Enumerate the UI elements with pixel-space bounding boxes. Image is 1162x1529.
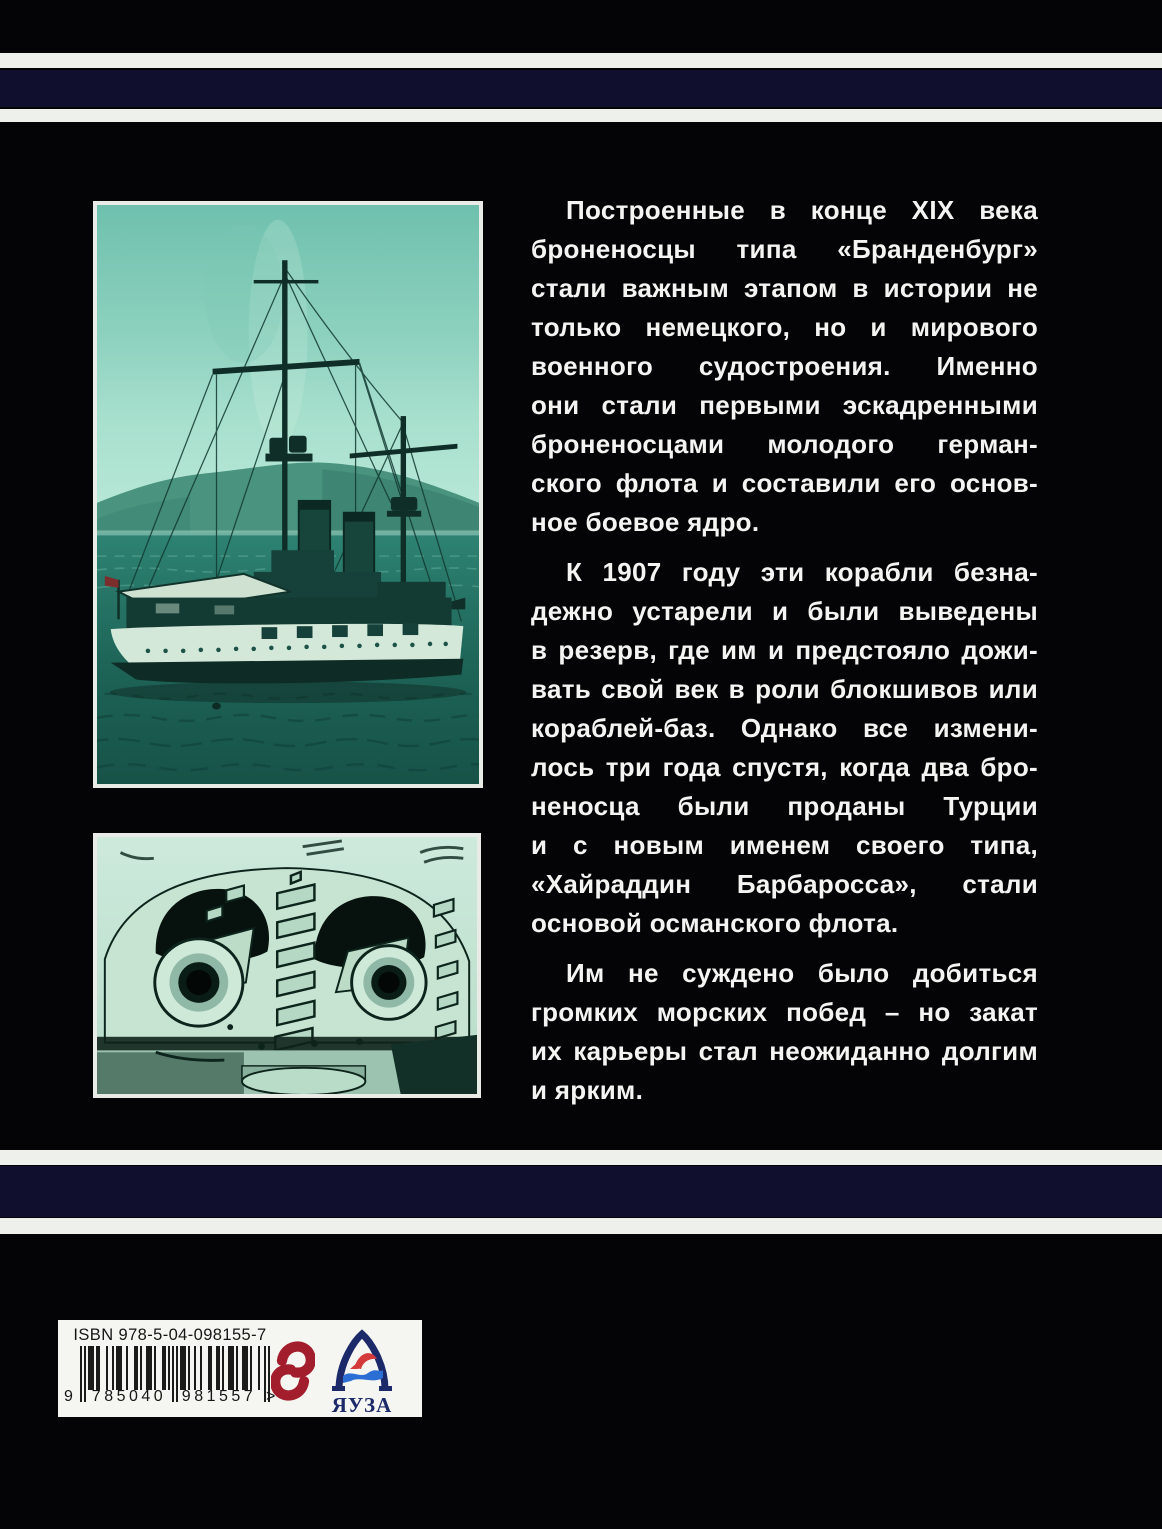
text-line: они стали первыми эскадренными [531,390,1038,420]
isbn-number: ISBN 978-5-04-098155-7 [73,1326,267,1344]
text-line: в резерв, где им и предстояло дожи- [531,635,1038,665]
yauza-logo [330,1328,394,1416]
gun-turret-photo-art [97,837,477,1094]
barcode-first-digit: 9 [64,1388,73,1405]
text-line: неносца были проданы Турции [531,791,1038,821]
isbn-barcode-label [58,1320,422,1417]
barcode-group-2: 981557 [181,1388,257,1405]
text-line: Им не суждено было добиться [566,958,1038,988]
text-line: Построенные в конце XIX века [566,195,1038,225]
text-line: дежно устарели и были выведены [531,596,1038,626]
gun-turret-photo [93,833,481,1098]
text-line: лось три года спустя, когда два бро- [531,752,1038,782]
top-stripe-white-1 [0,53,1162,68]
text-line: стали важным этапом в истории не [531,273,1038,303]
bottom-stripe-white-2 [0,1218,1162,1234]
text-line: К 1907 году эти корабли безна- [566,557,1038,587]
text-line: и ярким. [531,1075,644,1105]
bottom-stripe-navy [0,1166,1162,1217]
text-line: только немецкого, но и мирового [531,312,1038,342]
text-line: и с новым именем своего типа, [531,830,1038,860]
battleship-photo [93,201,483,788]
text-line: вать свой век в роли блокшивов или [531,674,1038,704]
top-stripe-white-2 [0,109,1162,122]
barcode-digits [66,1388,278,1410]
text-line: броненосцы типа «Бранденбург» [531,234,1038,264]
ship-reflection [110,681,467,703]
text-line: громких морских побед – но закат [531,997,1038,1027]
yauza-wordmark: ЯУЗА [331,1393,393,1416]
buoy [212,703,221,710]
barcode-arrow: > [266,1388,276,1405]
text-line: ное боевое ядро. [531,507,760,537]
text-line: «Хайраддин Барбаросса», стали [531,869,1038,899]
text-line: военного судостроения. Именно [531,351,1038,381]
text-line: основой османского флота. [531,908,899,938]
bottom-stripe-white-1 [0,1150,1162,1165]
text-line: ского флота и составили его основ- [531,468,1038,498]
text-line: броненосцами молодого герман- [531,429,1038,459]
barcode-group-1: 785040 [91,1388,167,1405]
battleship-photo-art [97,205,479,784]
yauza-wave [343,1370,383,1383]
hull [111,623,464,683]
top-stripe-navy [0,70,1162,107]
text-line: кораблей-баз. Однако все измени- [531,713,1038,743]
text-line: их карьеры стал неожиданно долгим [531,1036,1038,1066]
annotation-text [531,180,1038,1121]
